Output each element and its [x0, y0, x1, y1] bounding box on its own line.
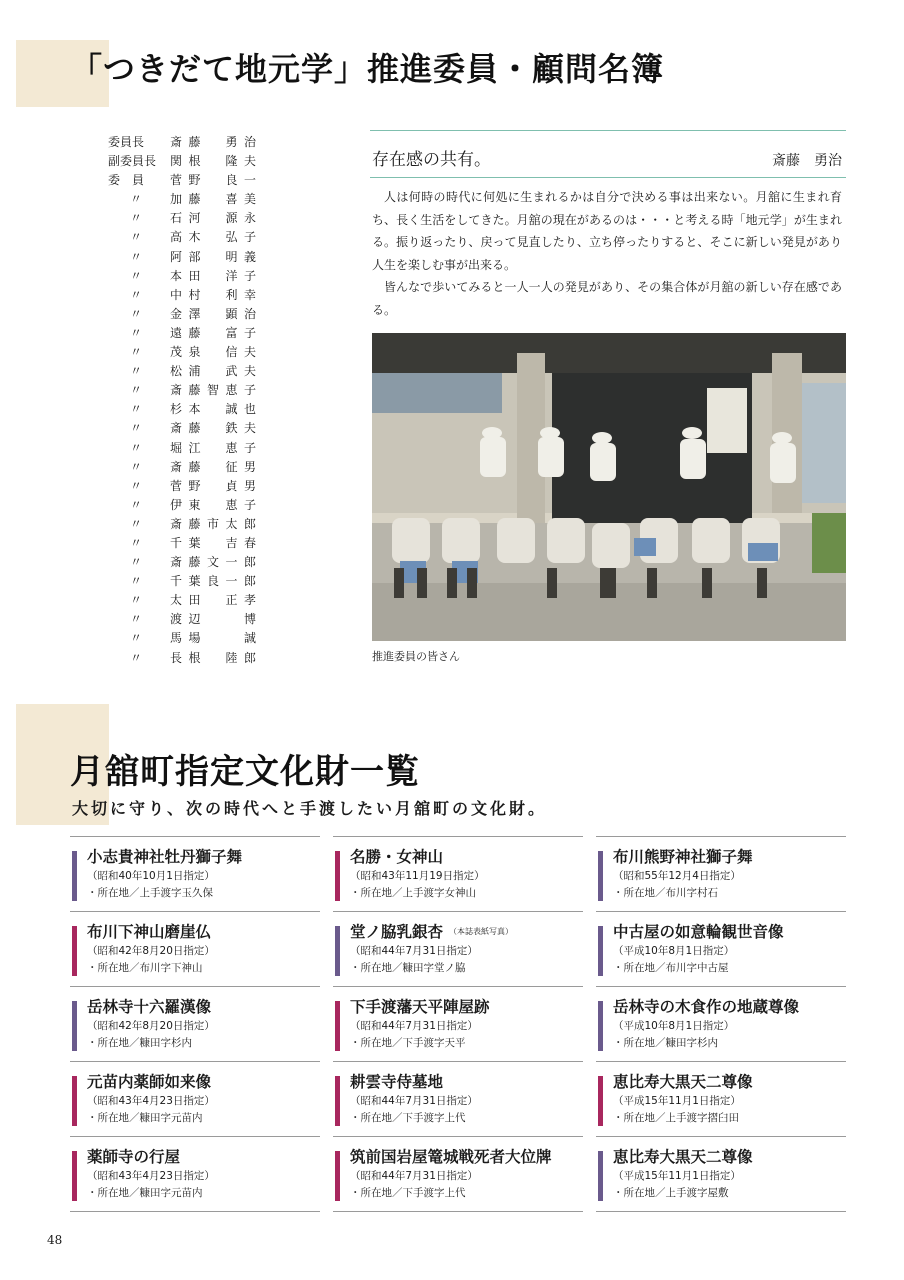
- member-row: [108, 496, 268, 515]
- property-name-line: [350, 922, 583, 942]
- property-name-line: [613, 997, 846, 1017]
- member-row: [108, 267, 268, 286]
- member-role: 〃: [130, 555, 143, 570]
- card-accent-bar: [335, 1151, 340, 1201]
- member-row: [108, 649, 268, 668]
- property-name-line: [613, 1147, 846, 1167]
- member-row: [108, 228, 268, 247]
- member-name: 石河 源永: [170, 211, 256, 226]
- member-row: [108, 171, 268, 190]
- cultural-property-card: [596, 836, 846, 911]
- member-name: 斎藤 征男: [170, 459, 256, 474]
- member-name: 渡辺 博: [170, 612, 256, 627]
- property-date: （昭和43年4月23日指定）: [87, 1170, 215, 1182]
- card-accent-bar: [72, 1076, 77, 1126]
- cultural-property-card: [333, 986, 583, 1061]
- photo-caption: 推進委員の皆さん: [372, 650, 460, 663]
- property-name: 布川下神山磨崖仏: [87, 923, 212, 941]
- column-bottom-rule: [333, 1211, 583, 1212]
- member-row: [108, 610, 268, 629]
- member-row: [108, 381, 268, 400]
- property-name-line: [613, 922, 846, 942]
- section2-subtitle: 大切に守り、次の時代へと手渡したい月舘町の文化財。: [72, 799, 548, 818]
- property-date: （昭和55年12月4日指定）: [613, 870, 741, 882]
- property-name: 筑前国岩屋篭城戦死者大位牌: [350, 1148, 552, 1166]
- cultural-property-card: [333, 836, 583, 911]
- member-row: [108, 534, 268, 553]
- property-column: [70, 836, 320, 1211]
- member-role: 〃: [130, 612, 143, 627]
- property-name: 恵比寿大黒天二尊像: [613, 1148, 753, 1166]
- member-role: 〃: [130, 211, 143, 226]
- member-row: [108, 591, 268, 610]
- member-row: [108, 248, 268, 267]
- member-name: 千葉良一郎: [170, 574, 256, 589]
- essay: [370, 130, 846, 321]
- property-name: 岳林寺の木食作の地蔵尊像: [613, 998, 800, 1016]
- cultural-property-card: [333, 1061, 583, 1136]
- member-name: 遠藤 富子: [170, 325, 256, 340]
- card-accent-bar: [598, 851, 603, 901]
- member-role: 〃: [130, 478, 143, 493]
- member-role: 〃: [130, 306, 143, 321]
- member-name: 関根 隆夫: [170, 154, 256, 169]
- member-row: [108, 209, 268, 228]
- property-date: （平成15年11月1日指定）: [613, 1095, 741, 1107]
- property-location: ・所在地／糠田字杉内: [613, 1037, 718, 1049]
- cultural-property-card: [596, 1061, 846, 1136]
- property-date: （昭和44年7月31日指定）: [350, 1170, 478, 1182]
- property-name-line: [87, 847, 320, 867]
- essay-paragraph: 人は何時の時代に何処に生まれるかは自分で決める事は出来ない。月舘に生まれ育ち、長く生活をしてきた。月舘の現在があるのは・・・と考える時「地元学」が生まれる。振り返ったり、戻って見直したり、立ち停ったりすると、そこに新しい発見があり人生を楽しむ事が出来る。: [372, 190, 842, 272]
- member-role: 〃: [130, 287, 143, 302]
- member-role: 〃: [130, 421, 143, 436]
- member-role: 〃: [130, 497, 143, 512]
- member-row: [108, 152, 268, 171]
- cultural-property-card: [70, 1136, 320, 1211]
- member-name: 斎藤 鉄夫: [170, 421, 256, 436]
- member-name: 斎藤智恵子: [170, 383, 256, 398]
- property-name-line: [87, 997, 320, 1017]
- member-role: 〃: [130, 268, 143, 283]
- member-list: [108, 133, 268, 668]
- member-role: 〃: [130, 325, 143, 340]
- property-name: 元苗内薬師如来像: [87, 1073, 212, 1091]
- property-date: （昭和43年4月23日指定）: [87, 1095, 215, 1107]
- property-location: ・所在地／糠田字杉内: [87, 1037, 192, 1049]
- member-role: 委 員: [108, 173, 145, 188]
- member-name: 堀江 恵子: [170, 440, 256, 455]
- member-name: 茂泉 信夫: [170, 345, 256, 360]
- card-accent-bar: [598, 1076, 603, 1126]
- group-photo: [372, 333, 846, 641]
- card-accent-bar: [598, 926, 603, 976]
- member-role: 〃: [130, 535, 143, 550]
- property-location: ・所在地／下手渡字天平: [350, 1037, 466, 1049]
- member-row: [108, 305, 268, 324]
- member-row: [108, 458, 268, 477]
- property-location: ・所在地／上手渡字屋敷: [613, 1187, 729, 1199]
- cultural-property-card: [70, 1061, 320, 1136]
- column-bottom-rule: [70, 1211, 320, 1212]
- cultural-property-card: [596, 1136, 846, 1211]
- column-bottom-rule: [596, 1211, 846, 1212]
- member-name: 高木 弘子: [170, 230, 256, 245]
- property-location: ・所在地／糠田字堂ノ脇: [350, 962, 466, 974]
- property-location: ・所在地／布川字中古屋: [613, 962, 729, 974]
- member-row: [108, 572, 268, 591]
- property-location: ・所在地／下手渡字上代: [350, 1187, 466, 1199]
- member-row: [108, 439, 268, 458]
- card-accent-bar: [598, 1151, 603, 1201]
- property-name: 中古屋の如意輪観世音像: [613, 923, 784, 941]
- card-accent-bar: [598, 1001, 603, 1051]
- member-role: 〃: [130, 631, 143, 646]
- property-name: 下手渡藩天平陣屋跡: [350, 998, 490, 1016]
- property-name-line: [613, 1072, 846, 1092]
- essay-paragraph: 皆んなで歩いてみると一人一人の発見があり、その集合体が月舘の新しい存在感である。: [372, 280, 842, 317]
- property-name-line: [350, 997, 583, 1017]
- section2-title: 月舘町指定文化財一覧: [70, 752, 420, 792]
- cultural-property-grid: [70, 836, 846, 1211]
- property-date: （平成10年8月1日指定）: [613, 945, 735, 957]
- member-role: 〃: [130, 516, 143, 531]
- member-row: [108, 190, 268, 209]
- property-name: 布川熊野神社獅子舞: [613, 848, 753, 866]
- property-name: 薬師寺の行屋: [87, 1148, 181, 1166]
- property-name-line: [87, 922, 320, 942]
- property-note: （本誌表紙写真）: [449, 927, 514, 936]
- card-accent-bar: [72, 851, 77, 901]
- page-title: 「つきだて地元学」推進委員・顧問名簿: [70, 50, 665, 88]
- member-role: 〃: [130, 402, 143, 417]
- member-role: 〃: [130, 383, 143, 398]
- member-row: [108, 324, 268, 343]
- property-date: （昭和42年8月20日指定）: [87, 945, 215, 957]
- member-role: 〃: [130, 593, 143, 608]
- member-name: 本田 洋子: [170, 268, 256, 283]
- cultural-property-card: [70, 836, 320, 911]
- property-date: （平成10年8月1日指定）: [613, 1020, 735, 1032]
- member-name: 金澤 顕治: [170, 306, 256, 321]
- card-accent-bar: [335, 926, 340, 976]
- member-role: 委員長: [108, 135, 145, 149]
- member-role: 〃: [130, 440, 143, 455]
- member-name: 中村 利幸: [170, 287, 256, 302]
- essay-title: 存在感の共有。: [372, 150, 491, 170]
- member-role: 〃: [130, 574, 143, 589]
- property-location: ・所在地／糠田字元苗内: [87, 1187, 203, 1199]
- member-role: 〃: [130, 249, 143, 264]
- member-role: 〃: [130, 650, 143, 665]
- member-row: [108, 419, 268, 438]
- essay-author: 斎藤 勇治: [772, 153, 842, 169]
- member-role: 〃: [130, 459, 143, 474]
- property-date: （昭和44年7月31日指定）: [350, 945, 478, 957]
- property-date: （昭和42年8月20日指定）: [87, 1020, 215, 1032]
- member-row: [108, 515, 268, 534]
- card-accent-bar: [335, 1076, 340, 1126]
- member-name: 松浦 武夫: [170, 364, 256, 379]
- card-accent-bar: [72, 1001, 77, 1051]
- property-name: 岳林寺十六羅漢像: [87, 998, 212, 1016]
- cultural-property-card: [333, 911, 583, 986]
- member-row: [108, 400, 268, 419]
- card-accent-bar: [72, 926, 77, 976]
- cultural-property-card: [596, 986, 846, 1061]
- member-row: [108, 629, 268, 648]
- cultural-property-card: [70, 911, 320, 986]
- property-date: （昭和40年10月1日指定）: [87, 870, 215, 882]
- property-date: （平成15年11月1日指定）: [613, 1170, 741, 1182]
- property-location: ・所在地／布川字村石: [613, 887, 718, 899]
- member-row: [108, 133, 268, 152]
- property-name: 堂ノ脇乳銀杏: [350, 923, 444, 941]
- property-name: 恵比寿大黒天二尊像: [613, 1073, 753, 1091]
- property-name-line: [350, 1147, 583, 1167]
- member-name: 斎藤 勇治: [170, 135, 256, 149]
- member-name: 千葉 吉春: [170, 535, 256, 550]
- member-name: 杉本 誠也: [170, 402, 256, 417]
- page-number: 48: [47, 1233, 63, 1247]
- property-location: ・所在地／上手渡字女神山: [350, 887, 476, 899]
- member-name: 太田 正孝: [170, 593, 256, 608]
- property-name-line: [350, 1072, 583, 1092]
- member-name: 長根 陸郎: [170, 650, 256, 665]
- property-column: [596, 836, 846, 1211]
- card-accent-bar: [335, 851, 340, 901]
- property-name-line: [87, 1147, 320, 1167]
- property-date: （昭和43年11月19日指定）: [350, 870, 485, 882]
- property-name: 小志貴神社牡丹獅子舞: [87, 848, 243, 866]
- member-row: [108, 362, 268, 381]
- member-role: 〃: [130, 345, 143, 360]
- property-name: 耕雲寺侍墓地: [350, 1073, 444, 1091]
- card-accent-bar: [72, 1151, 77, 1201]
- member-name: 馬場 誠: [170, 631, 256, 646]
- card-accent-bar: [335, 1001, 340, 1051]
- property-location: ・所在地／糠田字元苗内: [87, 1112, 203, 1124]
- property-date: （昭和44年7月31日指定）: [350, 1095, 478, 1107]
- essay-body: [370, 186, 846, 321]
- member-name: 斎藤市太郎: [170, 516, 256, 531]
- member-name: 加藤 喜美: [170, 192, 256, 207]
- essay-bottom-rule: [370, 177, 846, 178]
- member-row: [108, 553, 268, 572]
- cultural-property-card: [596, 911, 846, 986]
- member-row: [108, 343, 268, 362]
- property-name: 名勝・女神山: [350, 848, 444, 866]
- member-role: 〃: [130, 364, 143, 379]
- property-column: [333, 836, 583, 1211]
- property-location: ・所在地／上手渡字摺臼田: [613, 1112, 739, 1124]
- property-name-line: [87, 1072, 320, 1092]
- member-role: 〃: [130, 230, 143, 245]
- member-name: 斎藤文一郎: [170, 555, 256, 570]
- property-name-line: [350, 847, 583, 867]
- member-name: 菅野 貞男: [170, 478, 256, 493]
- property-location: ・所在地／下手渡字上代: [350, 1112, 466, 1124]
- member-row: [108, 477, 268, 496]
- member-name: 伊東 恵子: [170, 497, 256, 512]
- cultural-property-card: [333, 1136, 583, 1211]
- member-role: 〃: [130, 192, 143, 207]
- property-date: （昭和44年7月31日指定）: [350, 1020, 478, 1032]
- member-name: 阿部 明義: [170, 249, 256, 264]
- property-location: ・所在地／布川字下神山: [87, 962, 203, 974]
- member-row: [108, 286, 268, 305]
- property-name-line: [613, 847, 846, 867]
- property-location: ・所在地／上手渡字玉久保: [87, 887, 213, 899]
- member-name: 菅野 良一: [170, 173, 256, 188]
- cultural-property-card: [70, 986, 320, 1061]
- member-role: 副委員長: [108, 154, 157, 169]
